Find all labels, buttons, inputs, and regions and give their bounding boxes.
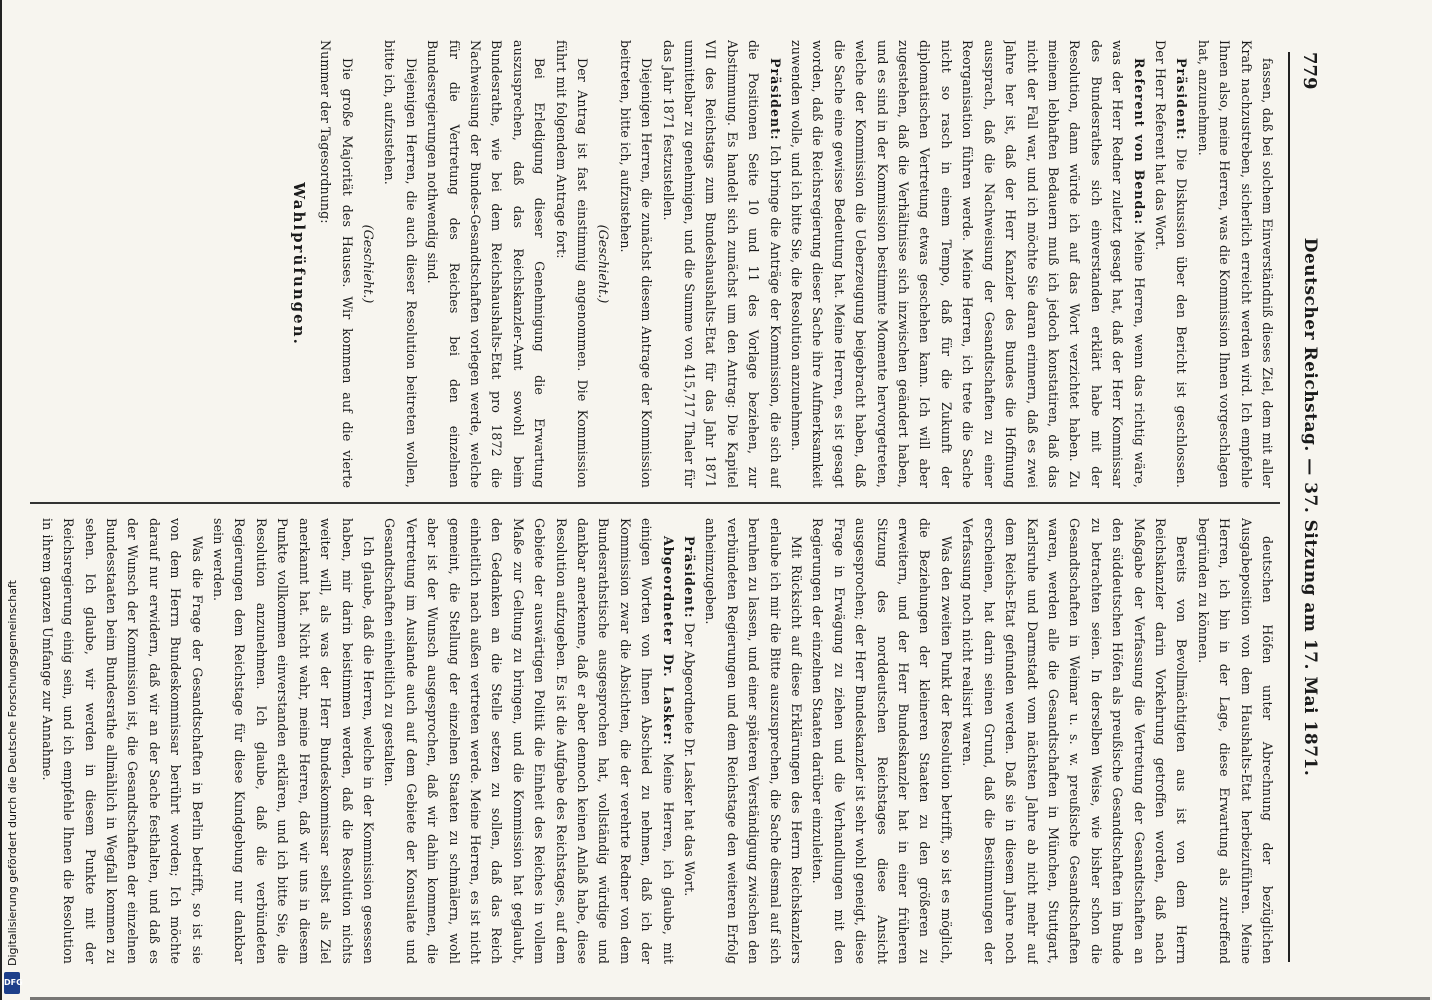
speech-paragraph [379,518,679,964]
speaker-name: Abgeordneter Dr. Lasker: [660,536,676,746]
speaker-name: Präsident: [682,536,698,619]
paragraph: fassen, daß bei solchem Einverständniß dieses Ziel, dem mit aller Kraft nachzustreben, sicherlich erreicht werden wird. Ich empfehle Ihnen also, meine Herren, was die Kommission Ihnen vorgeschlagen hat, anzunehmen. [1195,40,1275,488]
speech-text: Meine Herren, wenn das richtig wäre, was der Herr Redner zuletzt gesagt hat, daß der Herr Kommissar des Bundesrathes sich einverstanden erklärt habe mit der Resolution, dann würde ich auf das Wort verzichtet haben. Zu meinem lebhaften Bedauern muß ich jedoch konstatiren, daß das nicht der Fall war, und ich möchte Sie daran erinnern, daß es zwei Jahre her ist, daß der Herr Kanzler des Bundes die Hoffnung aussprach, daß die Nachweisung der Gesandtschaften zu einer Reorganisation führen werde. Meine Herren, ich trete die Sache nicht so rasch in einem Tempo, daß für die Zukunft der diplomatischen Vertretung etwas geschehen kann. Ich will aber zugestehen, daß die Verhältnisse sich inzwischen geändert haben, und es sind in der Kommission bestimmte Momente hervorgetreten, welche der Kommission die Ueberzeugung beigebracht haben, daß die Sache eine gewisse Bedeutung hat. Meine Herren, es ist gesagt worden, daß die Reichsregierung dieser Sache ihre Aufmerksamkeit zuwenden wolle, und ich bitte Sie, die Resolution anzunehmen. [789,40,1147,488]
page-number: 779 [1299,52,1320,90]
speaker-name: Präsident: [767,58,783,141]
left-column [30,40,1278,488]
speech-text: Meine Herren, ich glaube, mit einigen Worten von Ihnen Abschied zu nehmen, daß ich der Kommission zwar die Absichten, die der verehrte Redner von dem Bundesrathstische ausgesprochen hat, vollständig würdige und dankbar anerkenne, daß er aber dennoch keinen Anlaß habe, diese Resolution aufzugeben. Es ist die Aufgabe des Reichstages, auf dem Gebiete der auswärtigen Politik die Einheit des Reiches in vollem Maße zur Geltung zu bringen, und die Kommission hat geglaubt, den Gedanken an die Stelle setzen zu sollen, daß das Reich einheitlich nach außen vertreten werde. Meine Herren, es ist nicht gemeint, die Stellung der einzelnen Staaten zu schmälern, wohl aber ist der Wunsch ausgesprochen, daß wir dahin kommen, die Vertretung im Auslande auch auf dem Gebiete der Konsulate und Gesandtschaften einheitlich zu gestalten. [382,518,676,964]
paragraph: Was den zweiten Punkt der Resolution betrifft, so ist es möglich, die Beziehungen der kleineren Staaten zu den größeren zu erweitern, und der Herr Bundeskanzler hat in einer früheren Sitzung des norddeutschen Reichstages diese Ansicht ausgesprochen; der Herr Bundeskanzler ist sehr wohl geneigt, diese Frage in Erwägung zu ziehen und die Verhandlungen mit den Regierungen der einzelnen Staaten darüber einzuleiten. [810,518,954,964]
paragraph: Ich glaube, daß die Herren, welche in der Kommission gesessen haben, mir darin beistimmen werden, daß die Resolution nichts weiter will, als was der Herr Bundeskommissar selbst als Ziel anerkannt hat. Nicht wahr, meine Herren, daß wir uns in diesem Punkte vollkommen einverstanden erklären, und ich bitte Sie, die Resolution anzunehmen. Ich glaube, daß die verbündeten Regierungen dem Reichstage für diese Kundgebung nur dankbar sein werden. [211,518,376,964]
paragraph: Bereits von Bevollmächtigten aus ist von dem Herrn Reichskanzler darin Vorkehrung getroffen worden, daß nach Maßgabe der Verfassung die Vertretung der Gesandtschaften an den süddeutschen Höfen als preußische Gesandtschaften im Bunde zu betrachten seien. In derselben Weise, wie bisher schon die Gesandtschaften in Weimar u. s. w. preußische Gesandtschaften waren, werden alle die Gesandtschaften in München, Stuttgart, Karlsruhe und Darmstadt vom nächsten Jahre ab nicht mehr auf dem Reichs-Etat gefunden werden. Daß sie in diesem Jahre noch erscheinen, hat darin seinen Grund, daß die Bestimmungen der Verfassung noch nicht realisirt waren. [960,518,1190,964]
speech-paragraph [1150,40,1193,488]
paragraph: Diejenigen Herren, die zunächst diesem Antrage der Kommission beitreten, bitte ich, aufzustehen. [617,40,655,488]
stage-direction: (Geschieht.) [360,224,376,304]
header-rule [1288,52,1290,962]
speech-paragraph [679,518,700,964]
speech-text: Die Diskussion über den Bericht ist geschlossen. Der Herr Referent hat das Wort. [1152,40,1190,488]
speech-paragraph [657,40,785,488]
paragraph: Was die Frage der Gesandtschaften in Berlin betrifft, so ist sie von dem Herrn Bundeskommissar berührt worden; Ich möchte darauf nur erwidern, daß wir an der Sache festhalten, und daß es der Wunsch der Kommission ist, die Gesandtschaften der einzelnen Bundesstaaten beim Bundesrathe allmählich in Wegfall kommen zu sehen. Ich glaube, wir werden in diesem Punkte mit der Reichsregierung einig sein, und ich empfehle Ihnen die Resolution in ihrem ganzen Umfange zur Annahme. [39,518,205,964]
speech-paragraph [786,40,1150,488]
stage-direction: (Geschieht.) [596,224,612,304]
page-header [1292,52,1322,962]
speech-text: Ich bringe die Anträge der Kommission, die sich auf die Positionen Seite 10 und 11 des Vorlage beziehen, zur Abstimmung. Es handelt sich zunächst um den Antrag: Die Kapitel VII des Reichstags zum Bundeshaushalts-Etat für das Jahr 1871 unmittelbar zu genehmigen, und die Summe von 415,717 Thaler für das Jahr 1871 festzustellen. [660,40,783,488]
dfg-logo: DFG [4,972,20,994]
paragraph: deutschen Höfen unter Abrechnung der bezüglichen Ausgabeposition von dem Haushalts-Etat herbeizuführen. Meine Herren, ich bin in der Lage, diese Erwartung als zutreffend begründen zu können. [1195,518,1275,964]
digitization-footer [0,0,30,1000]
speaker-name: Referent von Benda: [1131,58,1147,226]
paragraph: Die große Majorität des Hauses. Wir kommen auf die vierte Nummer der Tagesordnung: [318,40,355,488]
digitization-credit: Digitalisierung gefördert durch die Deutsche Forschungsgemeinschaft [6,580,19,966]
paragraph: Bei Erledigung dieser Genehmigung die Erwartung auszusprechen, daß das Reichskanzler-Amt sowohl beim Bundesrathe, wie bei dem Reichshaushalts-Etat pro 1872 die Nachweisung der Bundes-Gesandtschaften vorlegen werde, welche für die Vertretung des Reiches bei den einzelnen Bundesregierungen nothwendig sind. [425,40,548,488]
page-title: Deutscher Reichstag. — 37. Sitzung am 17. Mai 1871. [1300,237,1320,777]
right-column [30,518,1278,964]
paragraph: Diejenigen Herren, die auch dieser Resolution beitreten wollen, bitte ich, aufzustehen. [382,40,419,488]
section-heading: Wahlprüfungen. [289,182,308,346]
paragraph: Mit Rücksicht auf diese Erklärungen des Herrn Reichskanzlers erlaube ich mir die Bitte auszusprechen, die Sache diesmal auf sich beruhen zu lassen, und einer späteren Verständigung zwischen den verbündeten Regierungen und dem Reichstage den weiteren Erfolg anheimzugeben. [703,518,805,964]
column-divider [30,502,1280,504]
paragraph: Der Antrag ist fast einstimmig angenommen. Die Kommission führt mit folgendem Antrage fort: [553,40,590,488]
speaker-name: Präsident: [1174,58,1190,141]
speech-text: Der Abgeordnete Dr. Lasker hat das Wort. [682,618,698,897]
